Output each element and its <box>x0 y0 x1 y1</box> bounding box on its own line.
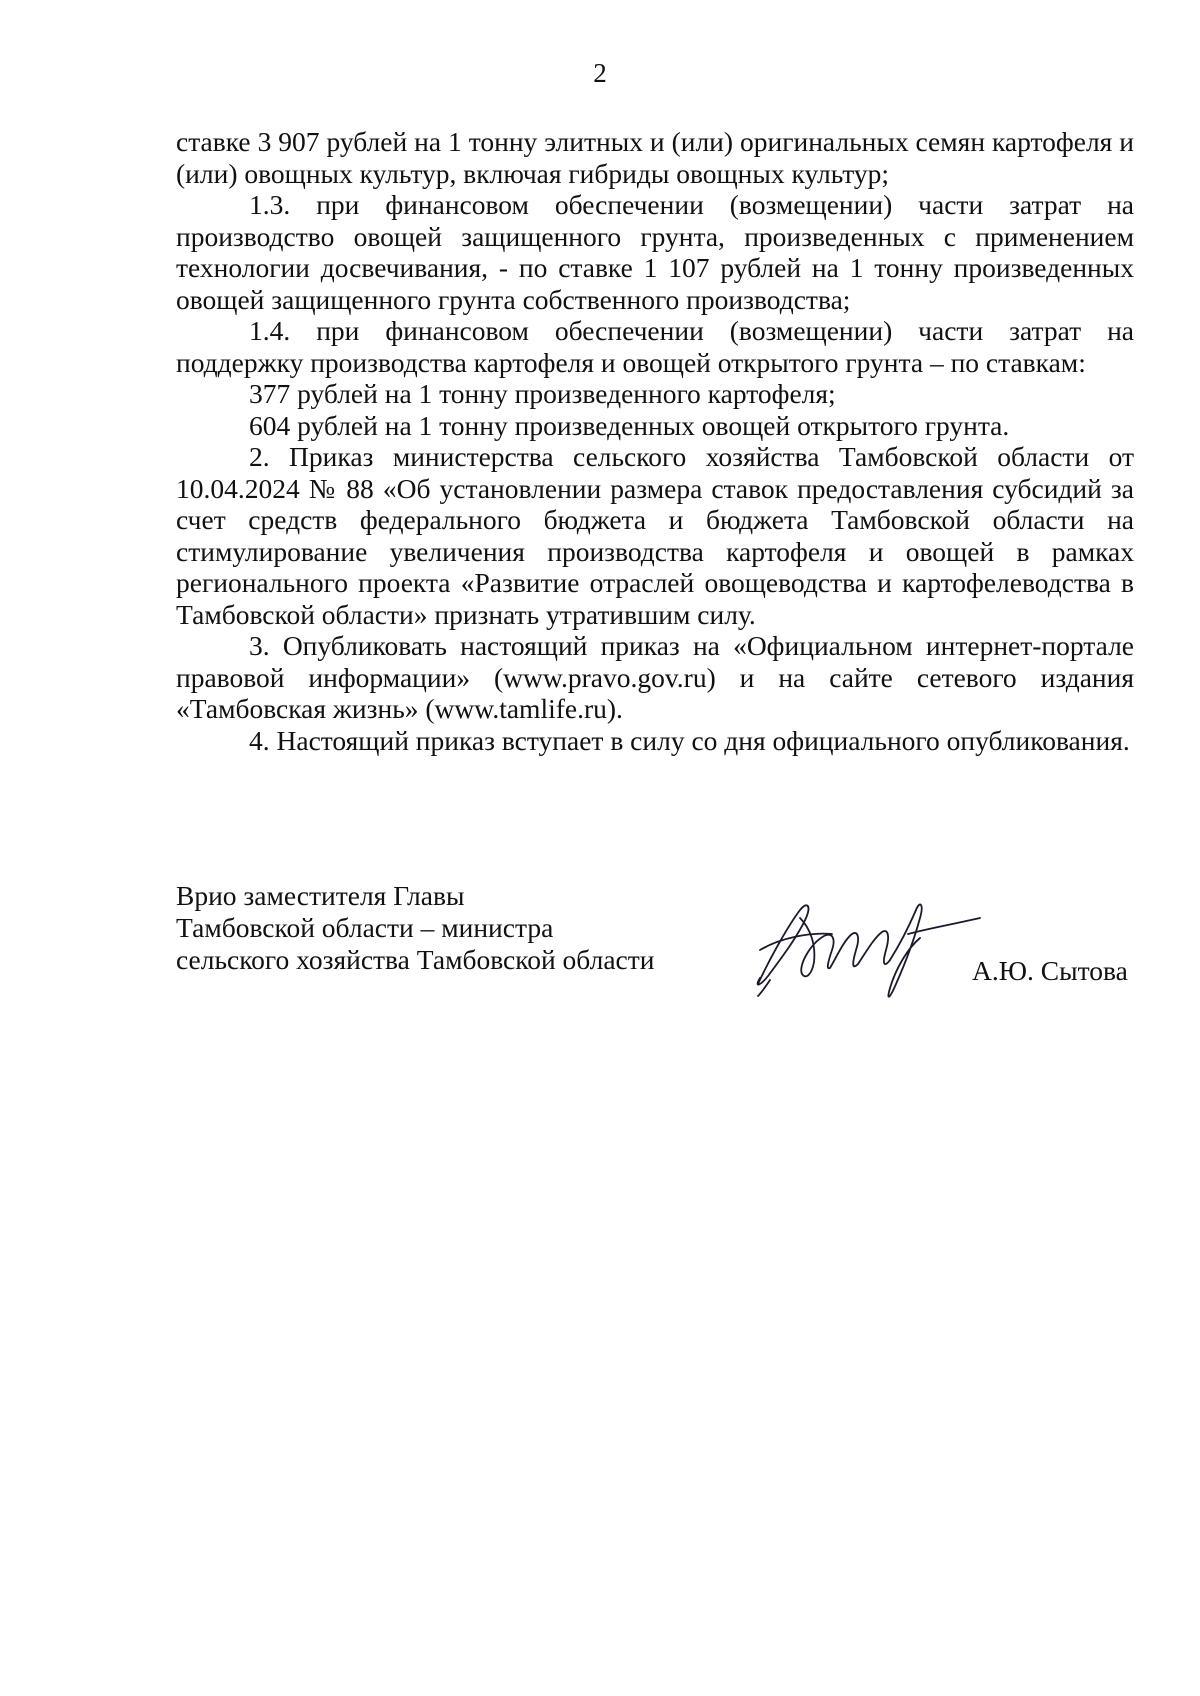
signatory-title-line: сельского хозяйства Тамбовской области <box>176 944 655 975</box>
paragraph-4: 4. Настоящий приказ вступает в силу со дня официального опубликования. <box>249 724 1130 756</box>
paragraph-1-3: 1.3. при финансовом обеспечении (возмещении) части затрат на производство овощей защищенного грунта, произведенных с применением технологии досвечивания, - по ставке 1 107 рублей на 1 тонну произведенных овощей защищенного грунта собственного производства; <box>176 189 1134 315</box>
paragraph-3: 3. Опубликовать настоящий приказ на «Официальном интернет-портале правовой информации» (www.pravo.gov.ru) и на сайте сетевого издания «Тамбовская жизнь» (www.tamlife.ru). <box>176 630 1134 724</box>
rate-potatoes: 377 рублей на 1 тонну произведенного картофеля; <box>249 378 836 409</box>
paragraph-1-4: 1.4. при финансовом обеспечении (возмещении) части затрат на поддержку производства картофеля и овощей открытого грунта – по ставкам: <box>176 315 1134 378</box>
document-body <box>176 126 1134 756</box>
page-number: 2 <box>593 58 607 88</box>
signatory-title-line: Врио заместителя Главы <box>176 880 465 911</box>
signatory-title <box>176 880 696 976</box>
handwritten-signature <box>740 888 1000 1008</box>
signatory-title-line: Тамбовской области – министра <box>176 912 554 943</box>
signer-name: А.Ю. Сытова <box>972 955 1128 986</box>
paragraph-continuation: ставке 3 907 рублей на 1 тонну элитных и (или) оригинальных семян картофеля и (или) овощных культур, включая гибриды овощных культур; <box>176 126 1134 189</box>
rate-vegetables: 604 рублей на 1 тонну произведенных овощей открытого грунта. <box>249 409 1010 441</box>
paragraph-2: 2. Приказ министерства сельского хозяйства Тамбовской области от 10.04.2024 № 88 «Об установлении размера ставок предоставления субсидий за счет средств федерального бюджета и бюджета Тамбовской области на стимулирование увеличения производства картофеля и овощей в рамках регионального проекта «Развитие отраслей овощеводства и картофелеводства в Тамбовской области» признать утратившим силу. <box>176 441 1134 630</box>
